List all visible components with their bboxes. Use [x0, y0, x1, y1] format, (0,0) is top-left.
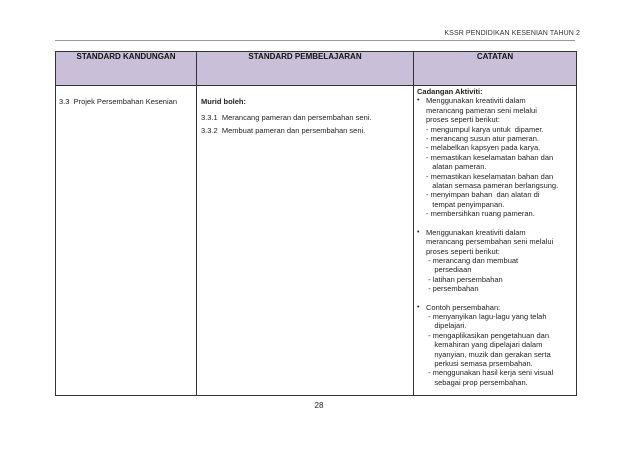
activity-bullet-block — [417, 303, 574, 312]
activity-line: Contoh persembahan: — [426, 302, 501, 312]
standard-kandungan-cell — [56, 86, 197, 396]
activity-sub-item: - melabelkan kapsyen pada karya. — [426, 143, 541, 153]
catatan-heading: Cadangan Aktiviti: — [417, 87, 483, 96]
pembelajaran-item: 3.3.2 Membuat pameran dan persembahan seni. — [201, 125, 366, 135]
catatan-groups — [417, 96, 574, 387]
activity-sub-item: kemahiran yang dipelajari dalam — [426, 340, 543, 350]
curriculum-table — [55, 51, 577, 396]
activity-sub-item: - merancang susun atur pameran. — [426, 134, 539, 144]
activity-bullet-block — [417, 228, 574, 256]
running-header: KSSR PENDIDIKAN KESENIAN TAHUN 2 — [444, 30, 580, 37]
pembelajaran-item: 3.3.1 Merancang pameran dan persembahan seni. — [201, 113, 372, 123]
standard-pembelajaran-cell — [197, 86, 414, 396]
activity-sub-item: tempat penyimpanan. — [426, 199, 505, 209]
header-standard-kandungan: STANDARD KANDUNGAN — [56, 52, 197, 86]
page-number: 28 — [314, 401, 324, 410]
bullet-icon: • — [417, 97, 420, 105]
activity-bullet-block — [417, 96, 574, 124]
activity-sub-item: - merancang dan membuat — [426, 255, 519, 265]
bullet-icon: • — [417, 303, 420, 311]
activity-sub-item: alatan pameran. — [426, 162, 487, 172]
activity-sub-item: persediaan — [426, 265, 472, 275]
activity-sub-item: - memastikan keselamatan bahan dan — [426, 171, 554, 181]
table-header-row — [56, 52, 577, 86]
activity-line: proses seperti berikut: — [426, 246, 500, 256]
activity-sub-item: - membersihkan ruang pameran. — [426, 209, 535, 219]
header-standard-pembelajaran: STANDARD PEMBELAJARAN — [197, 52, 414, 86]
header-rule — [55, 40, 575, 41]
activity-line: merancang persembahan seni melalui — [426, 237, 554, 247]
bullet-icon: • — [417, 228, 420, 236]
activity-sub-item: dipelajari. — [426, 321, 467, 331]
activity-group — [417, 303, 574, 388]
standard-kandungan-text: 3.3 Projek Persembahan Kesenian — [59, 97, 177, 106]
activity-sub-item: - menyanyikan lagu-lagu yang telah — [426, 311, 547, 321]
activity-sub-item: - menggunakan hasil kerja seni visual — [426, 368, 554, 378]
activity-sub-item: sebagai prop persembahan. — [426, 377, 528, 387]
activity-group — [417, 228, 574, 294]
activity-sub-item: - memastikan keselamatan bahan dan — [426, 152, 554, 162]
pembelajaran-heading: Murid boleh: — [201, 97, 246, 106]
activity-sub-item: - latihan persembahan — [426, 274, 503, 284]
activity-sub-item: nyanyian, muzik dan gerakan serta — [426, 349, 551, 359]
activity-line: Menggunakan kreativiti dalam — [426, 96, 526, 106]
activity-sub-item: alatan semasa pameran berlangsung. — [426, 181, 559, 191]
activity-sub-item: - mengaplikasikan pengetahuan dan — [426, 330, 550, 340]
activity-sub-item: - persembahan — [426, 284, 479, 294]
activity-group — [417, 96, 574, 218]
activity-line: Menggunakan kreativiti dalam — [426, 227, 526, 237]
activity-sub-item: - mengumpul karya untuk dipamer. — [426, 124, 544, 134]
table-row — [56, 86, 577, 396]
activity-sub-item: perkusi semasa prsembahan. — [426, 358, 533, 368]
header-catatan: CATATAN — [414, 52, 577, 86]
activity-sub-item: - menyimpan bahan dan alatan di — [426, 190, 540, 200]
catatan-cell — [414, 86, 577, 396]
activity-line: merancang pameran seni melalui — [426, 105, 537, 115]
activity-line: proses seperti berikut: — [426, 115, 500, 125]
